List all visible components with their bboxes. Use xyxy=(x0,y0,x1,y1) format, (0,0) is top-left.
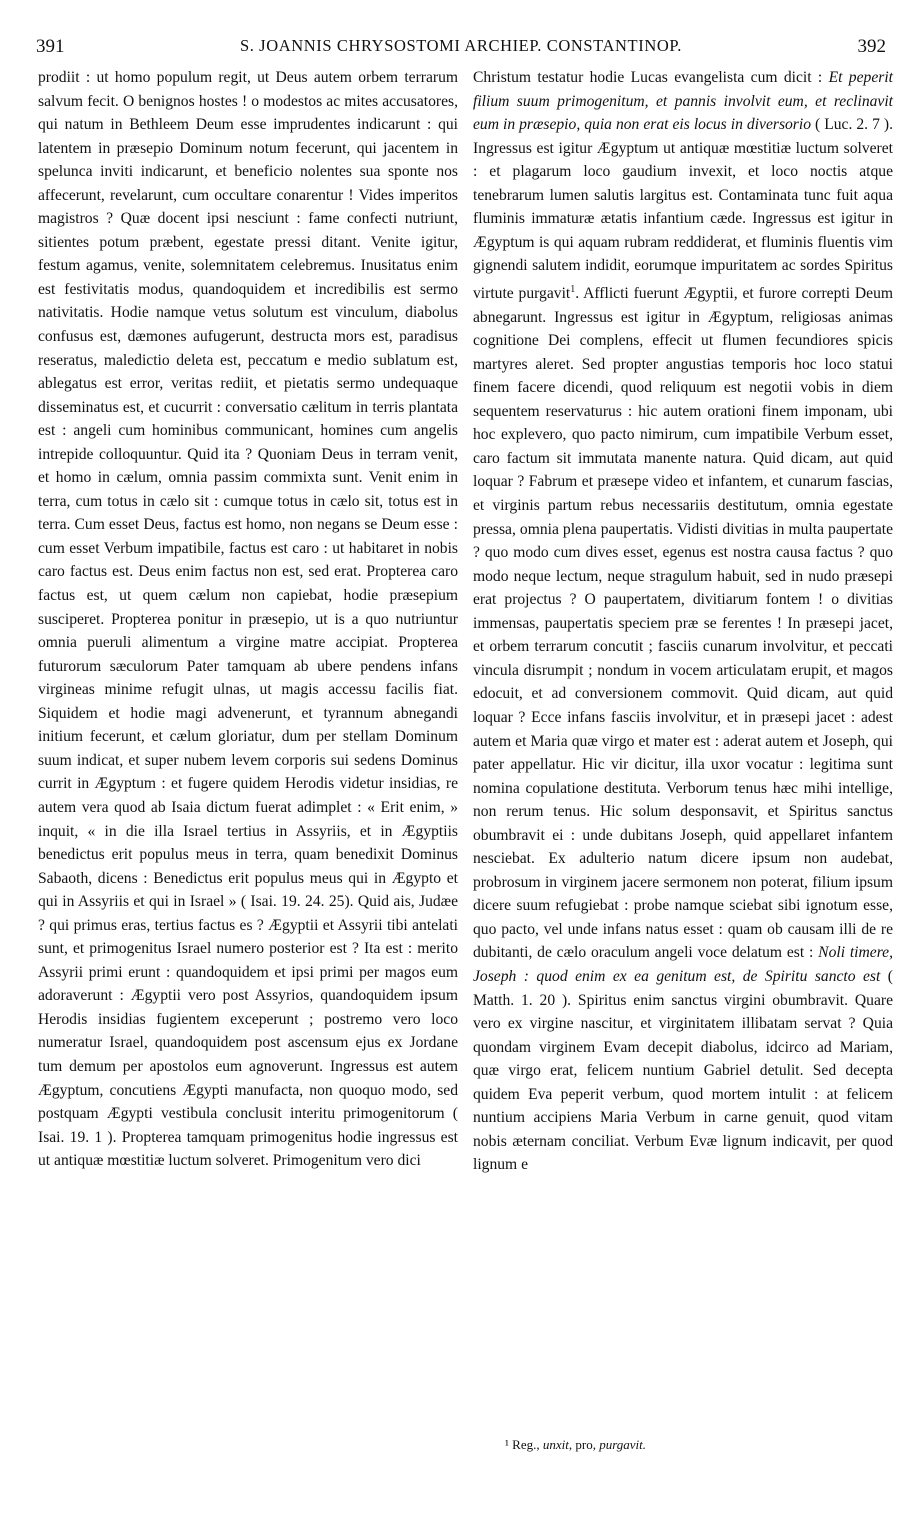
footnote xyxy=(505,1437,646,1453)
right-column-text xyxy=(473,66,893,1177)
right-text-c: . Afflicti fuerunt Ægyptii, et furore correpti Deum abnegarunt. Ingressus est igitur in Ægyptum, religiosas animas cognitione Dei complens, effecit ut flumen fecundiores spicis martyres aleret. Sed propter angustias temporis hoc loco statui finem facere dicendi, quod reliquum est negotii vobis in diem sequentem reservaturus : hic autem orationi finem imponam, ubi hoc explevero, quo pacto nimirum, cum impatibile Verbum esset, caro factum sit immutata manente natura. Quid dicam, aut quid loquar ? Fabrum et præsepe video et infantem, et cunarum fascias, et virginis partum rebus necessariis destitutum, omnia egestate pressa, omnia plena paupertatis. Vidisti divitias in multa paupertate ? quo modo cum dives esset, egenus est nostra causa factus ? quo modo neque lectum, neque stragulum habuit, sed in nudo præsepi erat projectus ? O paupertatem, divitiarum fontem ! o divitias immensas, paupertatis speciem præ se ferentes ! In præsepi jacet, et orbem terrarum concutit ; fasciis cunarum involvitur, et peccati vincula disrumpit ; nondum in vocem articulatam erupit, et magos edocuit, et ad conversionem commovit. Quid dicam, aut quid loquar ? Ecce infans fasciis involvitur, et in præsepi jacet : adest autem et Maria quæ virgo et mater est : aderat autem et Joseph, qui pater appellatur. Hic vir dicitur, illa uxor vocatur : legitima sunt nomina copulatione destituta. Verborum tenus hæc mihi intellige, non rerum tenus. Hic solum desponsavit, et Spiritus sanctus obumbravit ei : unde dubitans Joseph, quid appellaret infantem nesciebat. Ex adulterio natum dicere ipsum non audebat, probrosum in virginem jacere sermonem non poterat, filium ipsum dicere suum refugiebat : probe namque sciebat sibi ignotum esse, quo pacto, vel unde infans natus esset : quam ob causam illi de re dubitanti, de cælo oraculum angeli voce delatum est : xyxy=(473,285,893,962)
footnote-italic-a: unxit xyxy=(542,1437,569,1452)
right-text-d: ( Matth. 1. 20 ). Spiritus enim sanctus virgini obumbravit. Quare vero ex virgine nascitur, et virginitatem illibatam servat ? Quia quondam virginem Evam decepit diabolus, idcirco ad Mariam, quæ virgo erat, felicem nuntium Gabriel detulit. Sed decepta quidem Eva peperit verbum, quod mortem intulit : at felicem nuntium accipiens Maria Verbum in carne genuit, quod vitam nobis æternam conciliat. Verbum Evæ lignum indicavit, per quod lignum e xyxy=(473,967,894,1174)
page-number-left: 391 xyxy=(36,36,65,57)
footnote-reference: 1 xyxy=(570,283,576,295)
left-column xyxy=(38,66,458,1173)
right-text-b: ( Luc. 2. 7 ). Ingressus est igitur Ægyptum ut antiquæ mœstitiæ luctum solveret : et plagarum loco gaudium invexit, et loco noctis atque tenebrarum lumen salutis largitus est. Contaminata tunc fuit aqua fluminis immaturæ ætatis infantium cæde. Ingressus est igitur in Ægyptum is qui aquam rubram reddiderat, et fluminis fluentis vim gignendi salutem indidit, eorumque impuritatem ac sordes Spiritus virtute purgavit xyxy=(473,116,893,303)
footnote-text-a: Reg., xyxy=(508,1437,543,1452)
page-number-right: 392 xyxy=(857,36,886,57)
right-text-a: Christum testatur hodie Lucas evangelista cum dicit : xyxy=(473,69,829,86)
running-title: S. JOANNIS CHRYSOSTOMI ARCHIEP. CONSTANTINOP. xyxy=(239,36,683,55)
scripture-quote-matthew: Noli timere, Joseph : quod enim ex ea genitum est, de Spiritu sancto est xyxy=(473,944,894,985)
footnote-text-b: , pro, xyxy=(568,1437,600,1452)
left-column-text: prodiit : ut homo populum regit, ut Deus autem orbem terrarum salvum fecit. O benignos hostes ! o modestos ac mites accusatores, qui natum in Bethleem Deum esse imprudentes indicarunt : qui latentem in præsepio Dominum notum fecerunt, qui jacentem in spelunca inviti indicarunt, et beneficio nolentes sua sponte nos affecerunt, revelarunt, cum occultare conarentur ! Vides imperitos magistros ? Quæ docent ipsi nesciunt : fame confecti nutriunt, sitientes potum præbent, egestate pressi ditant. Venite igitur, festum agamus, venite, solemnitatem celebremus. Inusitatus enim est festivitatis modus, quandoquidem et incredibilis est sermo nativitatis. Hodie namque vetus solutum est vinculum, diabolus confusus est, dæmones aufugerunt, destructa mors est, paradisus reseratus, maledictio deleta est, peccatum e medio sublatum est, ablegatus est error, veritas rediit, et pietatis sermo undequaque disseminatus est, et cucurrit : conversatio cælitum in terris plantata est : angeli cum hominibus communicant, homines cum angelis intrepide colloquuntur. Quid ita ? Quoniam Deus in terram venit, et homo in cælum, omnia passim commixta sunt. Venit enim in terra, cum totus in cælo sit : cumque totus in cælo sit, totus est in terra. Cum esset Deus, factus est homo, non negans se Deum esse : cum esset Verbum impatibile, factus est caro : ut habitaret in nobis caro factus est. Deus enim factus non est, sed erat. Propterea caro factus est, ut quem cælum non capiebat, hodie præsepium susciperet. Propterea ponitur in præsepio, ut is a quo nutriuntur omnia pueruli alimentum a virgine matre accipiat. Propterea futurorum sæculorum Pater tamquam ab ubere pendens infans virgineas minime refugit ulnas, ut magis accessu facilis fiat. Siquidem et hodie magi advenerunt, et tyrannum abnegandi initium fecerunt, et cælum gloriatur, dum per stellam Dominum suum indicat, et super nubem levem corporis sui sedens Dominus currit in Ægyptum : et fugere quidem Herodis videtur insidias, re autem vera quod ab Isaia dictum fuerat adimplet : « Erit enim, » inquit, « in die illa Israel tertius in Assyriis, et in Ægyptiis benedictus erit populus meus in terra, quam benedixit Dominus Sabaoth, dicens : Benedictus erit populus meus qui in Ægypto et qui in Assyriis et qui in Israel » ( Isai. 19. 24. 25). Quid ais, Judæe ? qui primus eras, tertius factus es ? Ægyptii et Assyrii tibi antelati sunt, et primogenitus Israel numero posterior est ? Ita est : merito Assyrii primi erunt : quandoquidem et ipsi primi per magos eum adoraverunt : Ægyptii vero post Assyrios, quandoquidem ipsum Herodis insidias fugientem exceperunt ; postremo vero loco numeratur Israel, quandoquidem post ascensum ejus ex Jordane tum demum per apostolos eum agnoverunt. Ingressus est autem Ægyptum, concutiens Ægypti manufacta, non quoquo modo, sed postquam Ægypti vestibula conclusit interitu primogenitorum ( Isai. 19. 1 ). Propterea tamquam primogenitus hodie ingressus est ut antiquæ mœstitiæ luctum solveret. Primogenitum vero dici xyxy=(38,69,458,1170)
right-column xyxy=(473,66,893,1177)
page-header xyxy=(36,36,886,62)
footnote-mark: ¹ xyxy=(505,1437,509,1452)
footnote-italic-b: purgavit. xyxy=(599,1437,647,1452)
scripture-quote-luke: Et peperit filium suum primogenitum, et pannis involvit eum, et reclinavit eum in præsepio, quia non erat eis locus in diversorio xyxy=(473,69,893,134)
